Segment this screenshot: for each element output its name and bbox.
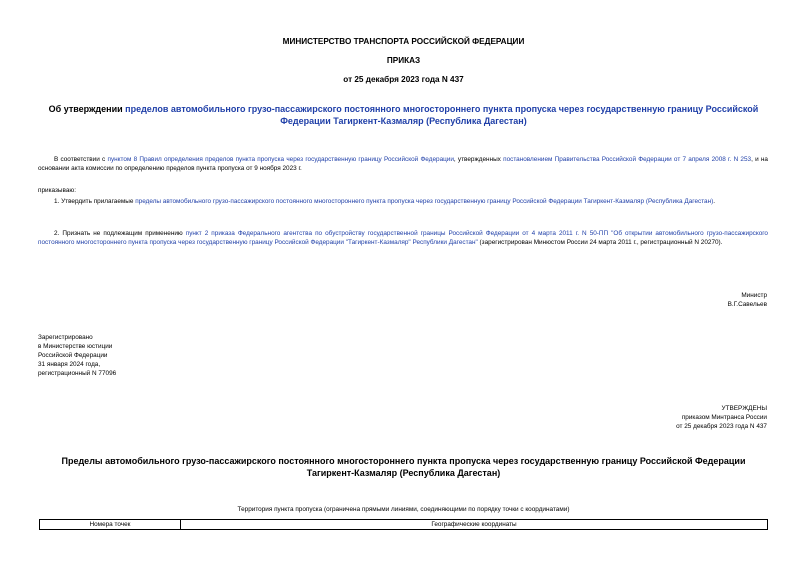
item-1-text-1: 1. Утвердить прилагаемые xyxy=(54,198,136,205)
registration-line-4: 31 января 2024 года, xyxy=(38,361,101,368)
table-caption: Территория пункта пропуска (ограничена прямыми линиями, соединяющими по порядку точки с координатами) xyxy=(237,506,570,513)
title-prefix: Об утверждении xyxy=(48,104,126,114)
appendix-title: Пределы автомобильного грузо-пассажирского постоянного многостороннего пункта пропуска через государственную границу Российской Федерации Тагиркент-Казмаляр (Республика Дагестан) xyxy=(61,456,746,478)
ministry-heading: МИНИСТЕРСТВО ТРАНСПОРТА РОССИЙСКОЙ ФЕДЕРАЦИИ xyxy=(282,37,525,46)
signature-position: Министр xyxy=(741,292,767,299)
header-point-numbers: Номера точек xyxy=(40,520,181,530)
approval-block xyxy=(676,404,767,431)
item-1-paragraph xyxy=(38,197,768,206)
doc-type-heading: ПРИКАЗ xyxy=(386,56,421,65)
preamble-paragraph xyxy=(38,155,768,173)
registration-line-2: в Министерстве юстиции xyxy=(38,343,113,350)
order-title xyxy=(45,104,762,127)
item-2-link[interactable]: пункт 2 приказа Федерального агентства по обустройству государственной границы Российской Федерации от 4 марта 2011 г. N 50-ПП "Об открытии автомобильного грузо-пассажирского постоянного многостороннего пункта пропуска через государственную границу Российской Федерации "Тагиркент-Казмаляр" Республики Дагестан" xyxy=(38,230,768,246)
preamble-link-decree[interactable]: постановлением Правительства Российской Федерации от 7 апреля 2008 г. N 253 xyxy=(503,156,752,163)
coordinates-table xyxy=(39,519,768,530)
registration-line-5: регистрационный N 77096 xyxy=(38,370,117,377)
signature-block xyxy=(728,291,767,309)
approval-line-2: приказом Минтранса России xyxy=(681,414,767,421)
item-2-text-2: (зарегистрирован Минюстом России 24 марта 2011 г., регистрационный N 20270). xyxy=(477,239,723,246)
signature-name: В.Г.Савельев xyxy=(727,301,767,308)
preamble-text-2: , утвержденных xyxy=(453,156,504,163)
registration-line-3: Российской Федерации xyxy=(38,352,108,359)
item-1-link[interactable]: пределы автомобильного грузо-пассажирского постоянного многостороннего пункта пропуска через государственную границу Российской Федерации Тагиркент-Казмаляр (Республика Дагестан) xyxy=(135,198,714,205)
header-geo-coordinates: Географические координаты xyxy=(181,520,768,530)
table-header-row xyxy=(40,520,768,530)
registration-block xyxy=(38,333,116,378)
item-1-text-2: . xyxy=(713,198,716,205)
approval-line-1: УТВЕРЖДЕНЫ xyxy=(721,405,767,412)
title-link[interactable]: пределов автомобильного грузо-пассажирского постоянного многостороннего пункта пропуска через государственную границу Российской Федерации Тагиркент-Казмаляр (Республика Дагестан) xyxy=(125,104,759,126)
preamble-text-1: В соответствии с xyxy=(54,156,108,163)
order-date: от 25 декабря 2023 года N 437 xyxy=(343,75,464,84)
approval-line-3: от 25 декабря 2023 года N 437 xyxy=(676,423,767,430)
item-2-text-1: 2. Признать не подлежащим применению xyxy=(54,230,186,237)
preamble-link-rules[interactable]: пунктом 8 Правил определения пределов пункта пропуска через государственную границу Российской Федерации xyxy=(107,156,454,163)
registration-line-1: Зарегистрировано xyxy=(38,334,93,341)
item-2-paragraph xyxy=(38,229,768,247)
order-word: приказываю: xyxy=(38,187,76,194)
preamble-text-3: , и на основании акта комиссии по определению пределов пункта пропуска от 9 ноября 2023 г. xyxy=(38,156,768,172)
